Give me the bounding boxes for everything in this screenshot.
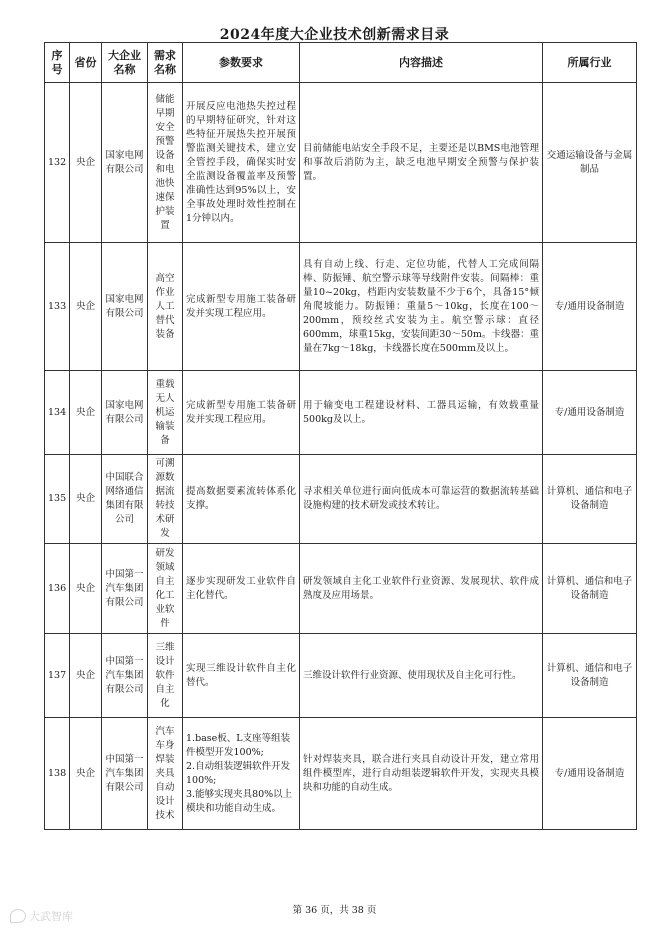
cell-params: 1.base板、L支座等组装件模型开发100%; 2.自动组装逻辑软件开发100%; 3.能够实现夹具80%以上模块和功能自动生成。 bbox=[183, 718, 300, 830]
demand-table bbox=[44, 42, 637, 830]
cell-province: 央企 bbox=[70, 634, 102, 718]
cell-province: 央企 bbox=[70, 544, 102, 634]
header-row bbox=[45, 43, 637, 83]
header-desc: 内容描述 bbox=[300, 43, 543, 83]
cell-params: 实现三维设计软件自主化替代。 bbox=[183, 634, 300, 718]
table-row bbox=[45, 371, 637, 455]
cell-province: 央企 bbox=[70, 83, 102, 243]
cell-industry: 计算机、通信和电子设备制造 bbox=[543, 634, 637, 718]
cell-company: 中国联合网络通信集团有限公司 bbox=[102, 455, 148, 544]
cell-desc: 具有自动上线、行走、定位功能，代替人工完成间隔棒、防振锤、航空警示球等导线附件安装。间隔棒：重量10~20kg，档距内安装数量不少于6个，具备15°倾角爬坡能力。防振锤：重量5～10kg，长度在100～200mm，预绞丝式安装为主。航空警示球：直径600mm，球重15kg，安装间距30～50m。卡线器：重量在7kg～18kg，卡线器长度在500mm及以上。 bbox=[300, 243, 543, 371]
cell-seq: 137 bbox=[45, 634, 70, 718]
cell-company: 中国第一汽车集团有限公司 bbox=[102, 718, 148, 830]
watermark-logo-icon bbox=[10, 909, 26, 923]
cell-industry: 专/通用设备制造 bbox=[543, 718, 637, 830]
cell-company: 中国第一汽车集团有限公司 bbox=[102, 544, 148, 634]
cell-province: 央企 bbox=[70, 243, 102, 371]
cell-industry: 交通运输设备与金属制品 bbox=[543, 83, 637, 243]
header-demand: 需求名称 bbox=[148, 43, 183, 83]
cell-company: 国家电网有限公司 bbox=[102, 83, 148, 243]
cell-industry: 专/通用设备制造 bbox=[543, 371, 637, 455]
cell-seq: 138 bbox=[45, 718, 70, 830]
table-row bbox=[45, 718, 637, 830]
cell-desc: 寻求相关单位进行面向低成本可靠运营的数据流转基础设施构建的技术研发或技术转让。 bbox=[300, 455, 543, 544]
cell-demand: 三维设计软件自主化 bbox=[148, 634, 183, 718]
table-row bbox=[45, 83, 637, 243]
cell-province: 央企 bbox=[70, 455, 102, 544]
cell-demand: 研发领域自主化工业软件 bbox=[148, 544, 183, 634]
cell-params: 完成新型专用施工装备研发并实现工程应用。 bbox=[183, 243, 300, 371]
page-footer: 第 36 页，共 38 页 bbox=[292, 905, 377, 916]
cell-params: 逐步实现研发工业软件自主化替代。 bbox=[183, 544, 300, 634]
cell-seq: 134 bbox=[45, 371, 70, 455]
cell-seq: 136 bbox=[45, 544, 70, 634]
cell-params: 完成新型专用施工装备研发并实现工程应用。 bbox=[183, 371, 300, 455]
watermark-text: 大武智库 bbox=[29, 910, 73, 923]
cell-demand: 可溯源数据流转技术研发 bbox=[148, 455, 183, 544]
cell-params: 提高数据要素流转体系化支撑。 bbox=[183, 455, 300, 544]
cell-desc: 研发领域自主化工业软件行业资源、发展现状、软件成熟度及应用场景。 bbox=[300, 544, 543, 634]
header-province: 省份 bbox=[70, 43, 102, 83]
cell-params: 开展反应电池热失控过程的早期特征研究，针对这些特征开展热失控开展预警监测关键技术，建立安全管控手段，确保实时安全监测设备覆盖率及预警准确性达到95%以上，安全事故处理时效性控制在1分钟以内。 bbox=[183, 83, 300, 243]
cell-desc: 三维设计软件行业资源、使用现状及自主化可行性。 bbox=[300, 634, 543, 718]
cell-industry: 计算机、通信和电子设备制造 bbox=[543, 455, 637, 544]
header-industry: 所属行业 bbox=[543, 43, 637, 83]
table-row bbox=[45, 544, 637, 634]
cell-desc: 针对焊装夹具，联合进行夹具自动设计开发，建立常用组件模型库，进行自动组装逻辑软件开发，实现夹具模块和功能的自动生成。 bbox=[300, 718, 543, 830]
cell-desc: 用于输变电工程建设材料、工器具运输，有效载重量500kg及以上。 bbox=[300, 371, 543, 455]
table-row bbox=[45, 634, 637, 718]
header-company: 大企业名称 bbox=[102, 43, 148, 83]
table-row bbox=[45, 455, 637, 544]
cell-desc: 目前储能电站安全手段不足，主要还是以BMS电池管理和事故后消防为主，缺乏电池早期安全预警与保护装置。 bbox=[300, 83, 543, 243]
cell-demand: 高空作业人工替代装备 bbox=[148, 243, 183, 371]
cell-company: 中国第一汽车集团有限公司 bbox=[102, 634, 148, 718]
cell-seq: 132 bbox=[45, 83, 70, 243]
cell-demand: 重载无人机运输装备 bbox=[148, 371, 183, 455]
cell-company: 国家电网有限公司 bbox=[102, 243, 148, 371]
table-row bbox=[45, 243, 637, 371]
cell-company: 国家电网有限公司 bbox=[102, 371, 148, 455]
cell-demand: 汽车车身焊装夹具自动设计技术 bbox=[148, 718, 183, 830]
watermark bbox=[10, 908, 73, 924]
cell-seq: 135 bbox=[45, 455, 70, 544]
cell-industry: 专/通用设备制造 bbox=[543, 243, 637, 371]
cell-province: 央企 bbox=[70, 718, 102, 830]
cell-industry: 计算机、通信和电子设备制造 bbox=[543, 544, 637, 634]
cell-province: 央企 bbox=[70, 371, 102, 455]
header-seq: 序号 bbox=[45, 43, 70, 83]
page-title: 2024年度大企业技术创新需求目录 bbox=[219, 27, 450, 43]
cell-demand: 储能早期安全预警设备和电池快速保护装置 bbox=[148, 83, 183, 243]
header-params: 参数要求 bbox=[183, 43, 300, 83]
cell-seq: 133 bbox=[45, 243, 70, 371]
